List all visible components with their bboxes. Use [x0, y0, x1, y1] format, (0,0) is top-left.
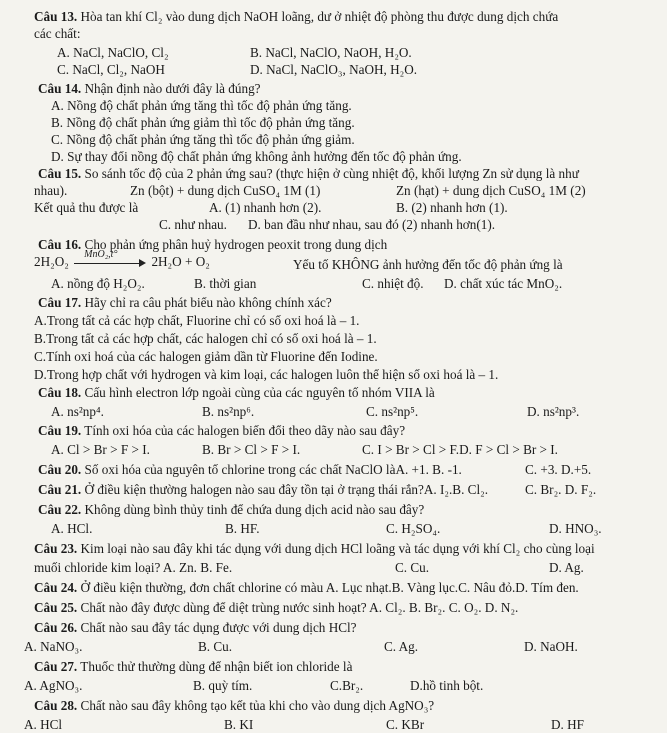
text-line: C.Br₂. [330, 678, 364, 693]
text-line [34, 659, 352, 675]
text-line: B. HF. [225, 521, 260, 536]
question-number: Câu 24. [34, 580, 78, 595]
text-line: C. NaCl, Cl₂, NaOH [57, 62, 165, 77]
text-line: D. chất xúc tác MnO₂. [444, 276, 563, 291]
text-line: B. quỳ tím. [193, 678, 253, 693]
text-line: A. AgNO₃. [24, 678, 83, 693]
text-line: B. KI [224, 717, 254, 732]
text-line: C. +3. D.+5. [525, 462, 592, 477]
text-line: A. HCl. [51, 521, 93, 536]
text-line: C. nhiệt độ. [362, 276, 424, 291]
text-line [34, 698, 434, 714]
text-line: B.Trong tất cả các hợp chất, các halogen chỉ có số oxi hoá là – 1. [34, 331, 377, 346]
question-text: Ở điều kiện thường halogen nào sau đây tồn tại ở trạng thái rắn?A. I₂.B. Cl₂. [81, 482, 489, 497]
text-line: Yếu tố KHÔNG ảnh hưởng đến tốc độ phản ứng là [293, 257, 563, 272]
question-number: Câu 18. [38, 385, 82, 400]
question-text: Chất nào sau đây tác dụng được với dung dịch HCl? [77, 620, 357, 635]
text-line: D. NaOH. [524, 639, 578, 654]
question-text: Kim loại nào sau đây khi tác dụng với dung dịch HCl loãng và tác dụng với khí Cl₂ cho cùng loại [77, 541, 595, 556]
question-text: Hòa tan khí Cl₂ vào dung dịch NaOH loãng, dư ở nhiệt độ phòng thu được dung dịch chứa [77, 9, 559, 24]
text-line: C. KBr [386, 717, 425, 732]
text-line: A. NaCl, NaClO, Cl₂ [57, 45, 169, 60]
question-text: Cấu hình electron lớp ngoài cùng của các nguyên tố nhóm VIIA là [81, 385, 435, 400]
text-line: C.Tính oxi hoá của các halogen giảm dần từ Fluorine đến Iodine. [34, 349, 378, 364]
text-line: D. ns²np³. [527, 404, 580, 419]
text-line: A. Cl > Br > F > I. [51, 442, 150, 457]
text-line: các chất: [34, 26, 81, 41]
text-line: A.Trong tất cả các hợp chất, Fluorine chỉ có số oxi hoá là – 1. [34, 313, 360, 328]
question-number: Câu 27. [34, 659, 78, 674]
text-line [38, 295, 332, 311]
text-line: D. HNO₃. [549, 521, 602, 536]
text-line: D.Trong hợp chất với hydrogen và kim loại, các halogen luôn thể hiện số oxi hoá là – 1. [34, 367, 499, 382]
question-number: Câu 20. [38, 462, 82, 477]
text-line: C. ns²np⁵. [366, 404, 419, 419]
text-line: C. H₂SO₄. [386, 521, 441, 536]
text-line: B. Br > Cl > F > I. [202, 442, 301, 457]
text-line: muối chloride kim loại? A. Zn. B. Fe. [34, 560, 233, 575]
text-line: A. (1) nhanh hơn (2). [209, 200, 322, 215]
text-line: B. Nồng độ chất phản ứng giảm thì tốc độ phản ứng tăng. [51, 115, 355, 130]
text-line: D. Ag. [549, 560, 584, 575]
question-number: Câu 22. [38, 502, 82, 517]
question-number: Câu 17. [38, 295, 82, 310]
question-number: Câu 28. [34, 698, 78, 713]
text-line: A. nồng độ H₂O₂. [51, 276, 145, 291]
text-line: C. Br₂. D. F₂. [525, 482, 597, 497]
text-line [34, 620, 357, 636]
question-number: Câu 14. [38, 81, 82, 96]
question-text: Cho phản ứng phân huỷ hydrogen peoxit trong dung dịch [81, 237, 388, 252]
text-line: Kết quả thu được là [34, 200, 139, 215]
text-line [34, 600, 518, 616]
question-number: Câu 13. [34, 9, 78, 24]
text-line [38, 81, 261, 97]
question-number: Câu 26. [34, 620, 78, 635]
text-line [34, 9, 558, 25]
question-text: Số oxi hóa của nguyên tố chlorine trong các chất NaClO làA. +1. B. -1. [81, 462, 462, 477]
text-line: B. ns²np⁶. [202, 404, 255, 419]
text-line [38, 482, 488, 498]
question-number: Câu 19. [38, 423, 82, 438]
reaction-equation [34, 248, 210, 270]
question-text: Không dùng bình thủy tinh để chứa dung dịch acid nào sau đây? [81, 502, 425, 517]
text-line: B. NaCl, NaClO, NaOH, H₂O. [250, 45, 412, 60]
text-line: Zn (hạt) + dung dịch CuSO₄ 1M (2) [396, 183, 586, 198]
text-line: B. thời gian [194, 276, 257, 291]
question-text: Thuốc thử thường dùng để nhận biết ion chloride là [77, 659, 353, 674]
question-number: Câu 21. [38, 482, 82, 497]
text-line: C. I > Br > Cl > F.D. F > Cl > Br > I. [362, 442, 558, 457]
reaction-rhs: 2H₂O + O₂ [151, 254, 210, 269]
question-number: Câu 23. [34, 541, 78, 556]
text-line: A. ns²np⁴. [51, 404, 104, 419]
text-line: Zn (bột) + dung dịch CuSO₄ 1M (1) [130, 183, 321, 198]
text-line: A. Nồng độ chất phản ứng tăng thì tốc độ phản ứng tăng. [51, 98, 352, 113]
text-line [38, 423, 405, 439]
reaction-lhs: 2H₂O₂ [34, 254, 69, 269]
question-number: Câu 15. [38, 166, 82, 181]
text-line: B. Cu. [198, 639, 233, 654]
question-text: Hãy chỉ ra câu phát biểu nào không chính xác? [81, 295, 332, 310]
question-text: So sánh tốc độ của 2 phản ứng sau? (thực hiện ở cùng nhiệt độ, khối lượng Zn sử dụng là như [81, 166, 579, 181]
text-line: D. HF [551, 717, 584, 732]
question-text: Chất nào đây được dùng để diệt trùng nước sinh hoạt? A. Cl₂. B. Br₂. C. O₂. D. N₂. [77, 600, 519, 615]
text-line: A. HCl [24, 717, 63, 732]
text-line [38, 502, 424, 518]
text-line [38, 462, 462, 478]
text-line [34, 541, 595, 557]
text-line: D. Sự thay đổi nồng độ chất phản ứng không ảnh hưởng đến tốc độ phản ứng. [51, 149, 462, 164]
text-line: D. ban đầu như nhau, sau đó (2) nhanh hơn(1). [248, 217, 496, 232]
question-text: Nhận định nào dưới đây là đúng? [81, 81, 261, 96]
text-line: C. Ag. [384, 639, 419, 654]
text-line: B. (2) nhanh hơn (1). [396, 200, 508, 215]
question-number: Câu 16. [38, 237, 82, 252]
reaction-arrow [74, 248, 146, 269]
text-line [34, 580, 579, 596]
text-line: C. như nhau. [159, 217, 227, 232]
text-line: C. Nồng độ chất phản ứng tăng thì tốc độ phản ứng giảm. [51, 132, 355, 147]
text-line: D.hồ tinh bột. [410, 678, 484, 693]
reaction-condition: MnO₂,t° [84, 248, 118, 260]
text-line [38, 166, 579, 182]
text-line [38, 385, 435, 401]
text-line: nhau). [34, 183, 68, 198]
text-line: C. Cu. [395, 560, 430, 575]
text-line: A. NaNO₃. [24, 639, 83, 654]
question-text: Chất nào sau đây không tạo kết tủa khi cho vào dung dịch AgNO₃? [77, 698, 435, 713]
question-number: Câu 25. [34, 600, 78, 615]
question-text: Tính oxi hóa của các halogen biến đổi theo dãy nào sau đây? [81, 423, 406, 438]
question-text: Ở điều kiện thường, đơn chất chlorine có màu A. Lục nhạt.B. Vàng lục.C. Nâu đỏ.D. Tím đen. [77, 580, 579, 595]
text-line: D. NaCl, NaClO₃, NaOH, H₂O. [250, 62, 418, 77]
